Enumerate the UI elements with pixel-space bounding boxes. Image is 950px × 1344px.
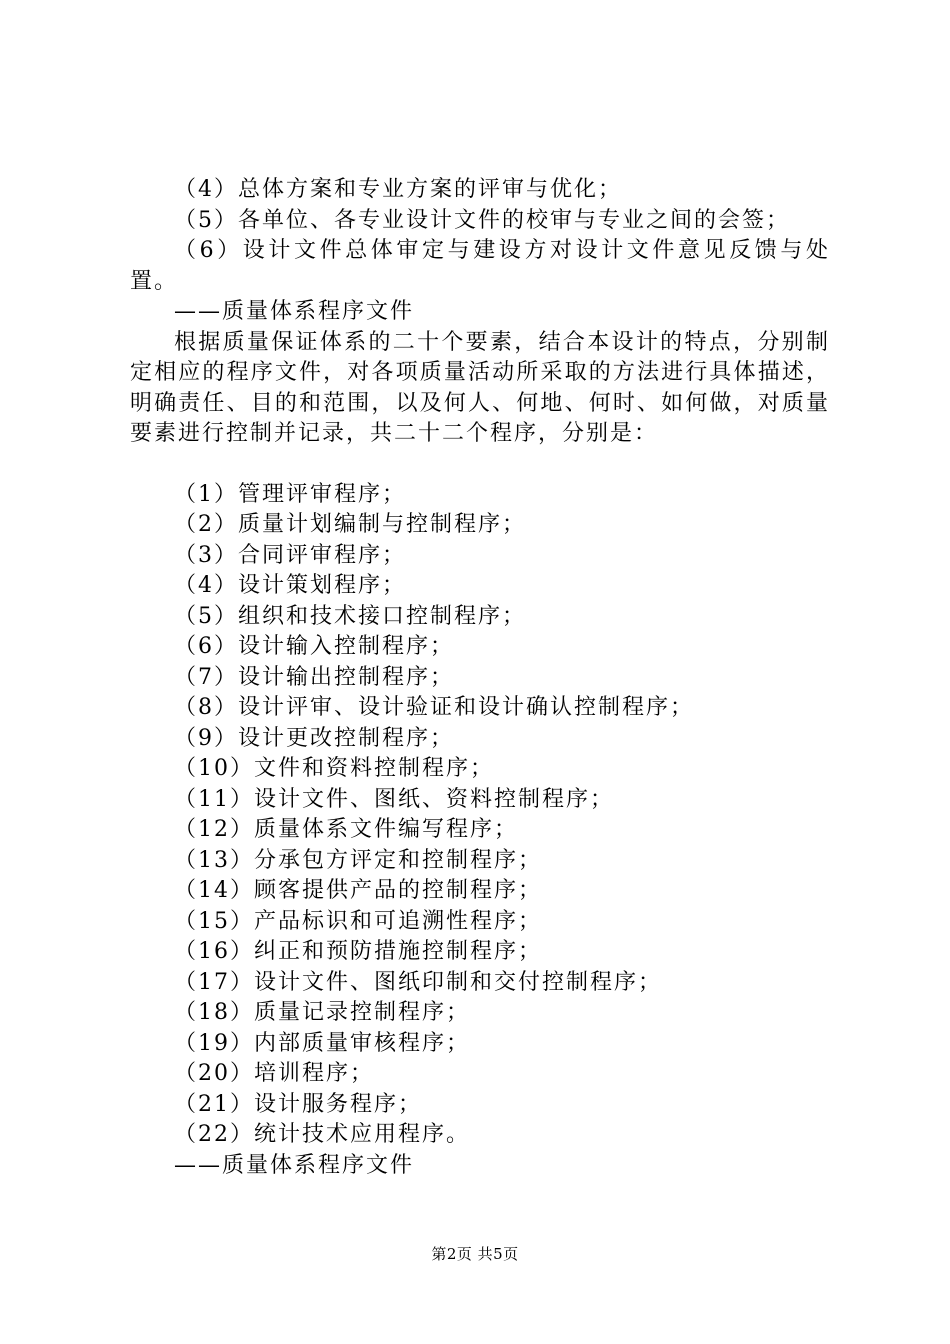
procedure-list	[130, 480, 830, 1151]
procedure-item: （22）统计技术应用程序。	[174, 1122, 470, 1147]
procedure-item: （14）顾客提供产品的控制程序；	[174, 878, 542, 903]
document-body	[130, 175, 830, 1181]
page-number-label: 第2页 共5页	[431, 1245, 519, 1263]
procedure-item: （18）质量记录控制程序；	[174, 1000, 470, 1025]
procedure-item: （1）管理评审程序；	[174, 481, 406, 507]
procedure-item: （2）质量计划编制与控制程序；	[174, 512, 526, 537]
procedure-item: （11）设计文件、图纸、资料控制程序；	[174, 786, 614, 812]
procedure-item: （20）培训程序；	[174, 1061, 374, 1086]
body-paragraph: 根据质量保证体系的二十个要素，结合本设计的特点，分别制定相应的程序文件，对各项质量活动所采取的方法进行具体描述，明确责任、目的和范围，以及何人、何地、何时、如何做，对质量要素进行控制并记录，共二十二个程序，分别是：	[130, 329, 830, 446]
procedure-item: （4）设计策划程序；	[174, 573, 406, 598]
section-heading: ——质量体系程序文件	[174, 299, 415, 324]
paragraph-gap	[130, 450, 830, 480]
intro-item: （6）设计文件总体审定与建设方对设计文件意见反馈与处置。	[130, 238, 830, 294]
procedure-item: （21）设计服务程序；	[174, 1091, 422, 1117]
procedure-item: （17）设计文件、图纸印制和交付控制程序；	[174, 969, 662, 995]
procedure-item: （10）文件和资料控制程序；	[174, 756, 494, 781]
procedure-item: （19）内部质量审核程序；	[174, 1030, 470, 1056]
procedure-item: （7）设计输出控制程序；	[174, 664, 454, 690]
procedure-item: （16）纠正和预防措施控制程序；	[174, 939, 542, 964]
procedure-item: （15）产品标识和可追溯性程序；	[174, 908, 542, 934]
page-footer	[0, 1243, 950, 1264]
procedure-item: （9）设计更改控制程序；	[174, 725, 454, 751]
procedure-item: （8）设计评审、设计验证和设计确认控制程序；	[174, 695, 694, 720]
intro-item: （4）总体方案和专业方案的评审与优化；	[174, 177, 622, 202]
procedure-item: （12）质量体系文件编写程序；	[174, 817, 518, 842]
procedure-item: （5）组织和技术接口控制程序；	[174, 603, 526, 629]
procedure-item: （6）设计输入控制程序；	[174, 634, 454, 659]
procedure-item: （3）合同评审程序；	[174, 542, 406, 568]
procedure-item: （13）分承包方评定和控制程序；	[174, 847, 542, 873]
intro-item: （5）各单位、各专业设计文件的校审与专业之间的会签；	[174, 207, 790, 233]
section-heading: ——质量体系程序文件	[174, 1152, 415, 1178]
